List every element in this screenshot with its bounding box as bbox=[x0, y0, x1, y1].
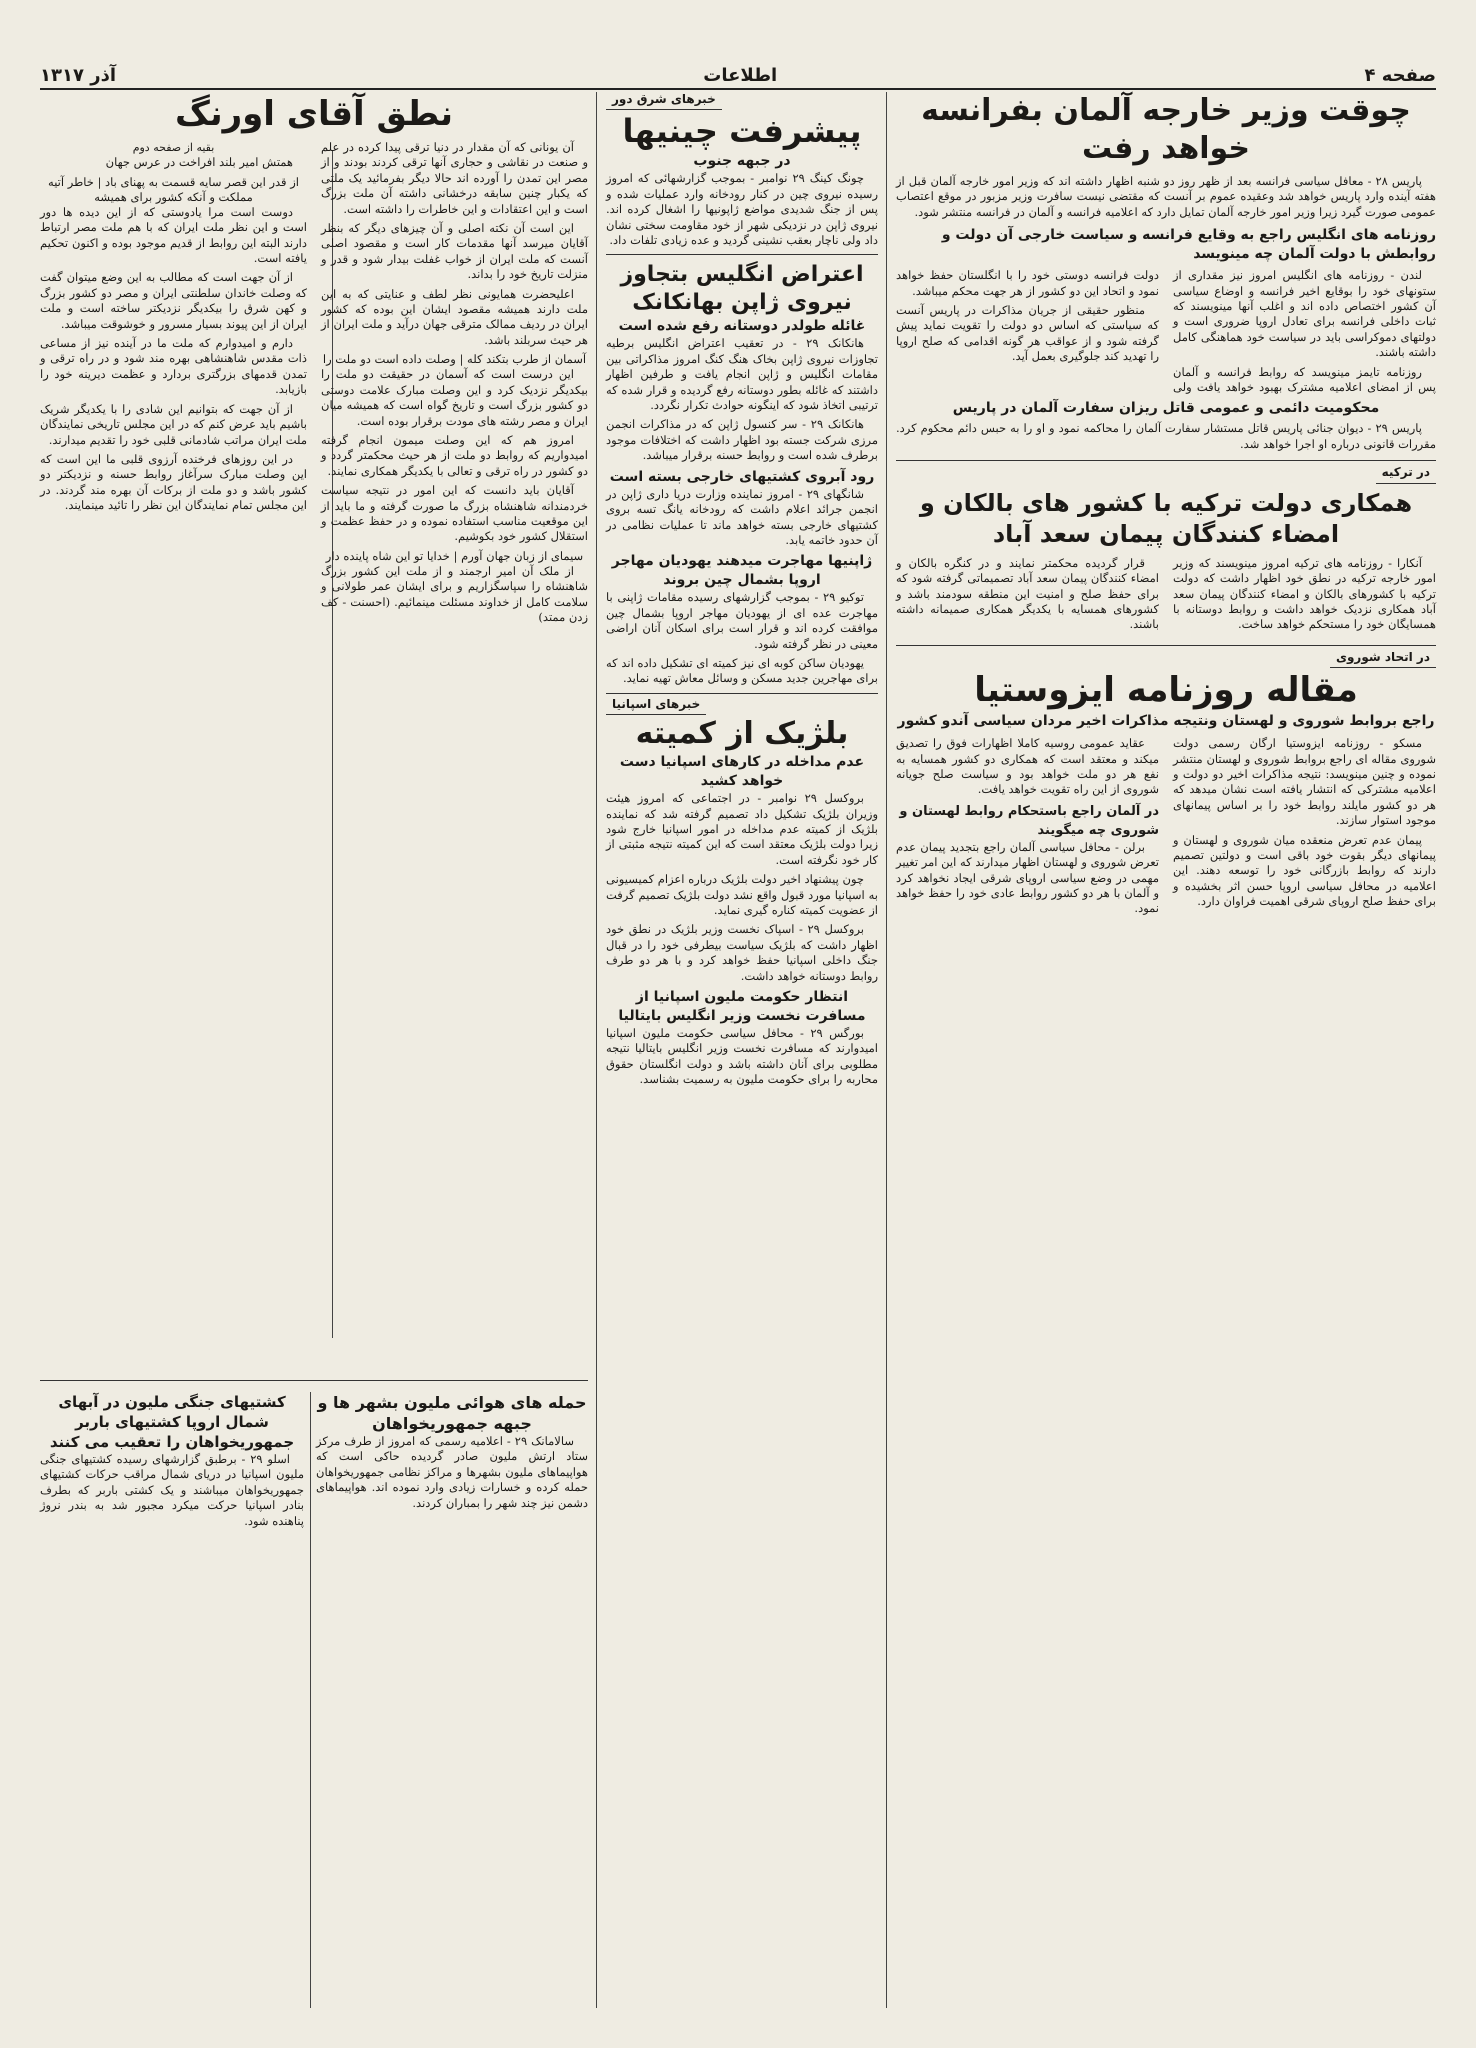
masthead bbox=[40, 62, 1436, 90]
article-paragraph: عقاید عمومی روسیه کاملا اظهارات فوق را تصدیق میکند و معتقد است که همکاری دو کشور همسایه به نفع هر دو ملت خواهد بود و سیاست صلح جویانه شوروی از این راه تقویت خواهد یافت. bbox=[896, 736, 1159, 797]
news-warships bbox=[40, 1392, 304, 1533]
article-paragraph: شانگهای ۲۹ - امروز نماینده وزارت دریا داری ژاپن در انجمن جرائد اعلام داشت که رودخانه یانگ تسه بروی کشتیهای خارجی بسته خواهد ماند تا عملیات نظامی در آن حدود خاتمه یابد. bbox=[606, 486, 878, 547]
subheadline-jewish-migrants: ژاپنیها مهاجرت میدهند یهودیان مهاجر اروپا بشمال چین بروند bbox=[611, 553, 873, 589]
article-paragraph: توکیو ۲۹ - بموجب گزارشهای رسیده مقامات ژاپنی با مهاجرت عده ای از یهودیان مهاجر اروپا بشمال چین موافقت کرده اند و قرار است برای اسکان آنان اراضی معینی در نظر گرفته شود. bbox=[606, 590, 878, 651]
speech-part-a bbox=[321, 140, 588, 629]
article-paragraph: یهودیان ساکن کوبه ای نیز کمیته ای تشکیل داده اند که برای مهاجرین جدید مسکن و وسائل معاش تهیه نماید. bbox=[606, 655, 878, 686]
article-paragraph: از آن جهت که بتوانیم این شادی را با یکدیگر شریک باشیم باید عرض کنم که در این مجلس تاریخی نمایندگان ملت ایران مراتب شادمانی قلبی خود را تقدیم میدارند. bbox=[40, 401, 307, 447]
poem-verse: سیمای از زبان جهان آورم | خدایا تو این شاه پاینده دار bbox=[325, 548, 584, 563]
continued-note: بقیه از صفحه دوم bbox=[132, 141, 215, 154]
article-paragraph: چون پیشنهاد اخیر دولت بلژیک درباره اعزام کمیسیونی به اسپانیا مورد قبول واقع نشد دولت بلژیک تصمیم گرفت از عضویت کمیته کناره گیری نماید. bbox=[606, 872, 878, 917]
article-paragraph: منظور حقیقی از جریان مذاکرات در پاریس آنست که سیاستی که اساس دو دولت را تقویت نماید پیش گرفته شود و از عواقب هر گونه اقدامی که صلح اروپا را تهدید کند جلوگیری بعمل آید. bbox=[896, 303, 1159, 364]
article-paragraph: این است آن نکته اصلی و آن چیزهای دیگر که بنظر آقایان میرسد آنها مقدمات کار است و مقصود اصلی آنست که ملت ایران از خواب غفلت بیدار شود و قدر و منزلت تاریخ خود را بداند. bbox=[321, 221, 588, 282]
subheadline-assassin-sentence: محکومیت دائمی و عمومی قاتل ریزان سفارت آلمان در پاریس bbox=[952, 400, 1380, 417]
column-divider bbox=[596, 92, 597, 2008]
page-number: صفحه ۴ bbox=[1364, 64, 1436, 86]
article-paragraph: بروکسل ۲۹ نوامبر - در اجتماعی که امروز هیئت وزیران بلژیک تشکیل داد تصمیم گرفته شد که نماینده بلژیک از کمیته عدم مداخله در امور اسپانیا خارج شود زیرا دولت بلژیک معتقد است که این کمیته نتیجه مثبتی از کار خود نگرفته است. bbox=[606, 791, 878, 867]
column-divider bbox=[886, 92, 887, 2008]
article-paragraph: هانکانک ۲۹ - در تعقیب اعتراض انگلیس برطیه تجاوزات نیروی ژاپن بخاک هنگ کنگ امروز مذاکراتی بین مقامات انگلیس و ژاپن انجام یافت و طرفین اظهار داشتند که غائله بطور دوستانه رفع گردیده و قرار شده که ترتیبی اتخاذ شود که اینگونه حوادث تکرار نگردد. bbox=[606, 336, 878, 413]
article-paragraph: پاریس ۲۹ - دیوان جنائی پاریس قاتل مستشار سفارت آلمان را محاکمه نمود و او را به حبس دائم محکوم کرد. مقررات قانونی درباره او اجرا خواهد شد. bbox=[896, 421, 1436, 451]
article-paragraph: آنکارا - روزنامه های ترکیه امروز مینویسند که وزیر امور خارجه ترکیه در نطق خود اظهار داشت که دولت ترکیه با کشورهای بالکان و امضاء کنندگان پیمان سعد آباد همکاری نزدیک خواهد داشت و روابط دوستانه با همسایگان خود را مستحکم خواهد ساخت. bbox=[1173, 555, 1436, 632]
article-paragraph: از آن جهت است که مطالب به این وضع میتوان گفت که وصلت خاندان سلطنتی ایران و مصر دو کشور بزرگ و کهن شرق را بیکدیگر نزدیکتر ساخته است و ملت ایران از این پیوند بسیار مسرور و خوشوقت میباشد. bbox=[40, 270, 307, 331]
article-paragraph: آن یونانی که آن مقدار در دنیا ترقی پیدا کرده در علم و صنعت در نقاشی و حجاری آنها ترقی کردند بودند و از مصر این تمدن را آورده اند حالا دیگر بفرمائید یک ملتی که یکبار چنین سابقه درخشانی داشته آن ملت بزرگ است و این اعتقادات و این خاطرات را داشته است. bbox=[321, 140, 588, 216]
article-paragraph: بروکسل ۲۹ - اسپاک نخست وزیر بلژیک در نطق خود اظهار داشت که بلژیک سیاست بیطرفی خود را در قبال جنگ داخلی اسپانیا حفظ خواهد کرد و با هر دو طرف روابط دوستانه خواهد داشت. bbox=[606, 922, 878, 983]
column-left bbox=[40, 92, 588, 1372]
subheadline-south-front: در جبهه جنوب bbox=[693, 153, 791, 170]
section-tag-spain: خبرهای اسپانیا bbox=[606, 697, 706, 715]
headline-germany-france: چوقت وزیر خارجه آلمان بفرانسه خواهد رفت bbox=[921, 93, 1411, 166]
subheadline-resolved: غائله طولدر دوستانه رفع شده است bbox=[618, 318, 866, 335]
headline-belgium-committee: بلژیک از کمیته bbox=[635, 716, 849, 752]
article-paragraph: مسکو - روزنامه ایزوستیا ارگان رسمی دولت شوروی مقاله ای راجع بروابط شوروی و لهستان منتشر نموده و چنین مینویسد: نتیجه مذاکرات اخیر دو دولت و اعلامیه مشترکی که انتشار یافته است نشان میدهد که هر دو کشور مایلند روابط خود را بر اساس پیمانهای موجود استوار سازند. bbox=[1173, 736, 1436, 828]
article-paragraph: قرار گردیده محکمتر نمایند و در کنگره بالکان و امضاء کنندگان پیمان سعد آباد تصمیماتی گرفته شود که برای حفظ صلح و امنیت این منطقه سودمند باشد و کشورهای همسایه با یکدیگر همکاری صمیمانه داشته باشند. bbox=[896, 555, 1159, 632]
article-paragraph: اعلیحضرت همایونی نظر لطف و عنایتی که به این ملت دارند همیشه مقصود ایشان این بوده که کشور ایران در ردیف ممالک مترقی جهان درآید و ملت ایران از هر حیث سربلند باشد. bbox=[321, 286, 588, 347]
article-paragraph: چونگ کینگ ۲۹ نوامبر - بموجب گزارشهائی که امروز رسیده نیروی چین در کنار رودخانه وارد عملیات شده و پس از جنگ شدیدی مواضع ژاپونیها را اشغال کرده اند. نیروی ژاپن در نزدیکی شهر از خود مقاومت سختی نشان داد ولی ناچار بعقب نشینی گردید و عده زیادی تلفات داد. bbox=[606, 171, 878, 248]
section-tag-soviet: در اتحاد شوروی bbox=[1330, 650, 1436, 668]
subheadline-non-intervention: عدم مداخله در کارهای اسپانیا دست خواهد کشید bbox=[619, 754, 865, 790]
article-paragraph: پیمان عدم تعرض منعقده میان شوروی و لهستان و پیمانهای دیگر بقوت خود باقی است و دولتین تصمیم دارند که روابط بازرگانی خود را توسعه دهند. این اعلامیه در محافل سیاسی اروپا حسن اثر بخشیده و برای حفظ صلح اروپای شرقی اهمیت فراوان دارد. bbox=[1173, 832, 1436, 909]
article-paragraph: دوست است مرا یادوستی که از این دیده ها دور است و این نظر ملت ایران که با هم ملت مصر ارتباط دارند البته این روابط از قدیم موجود بوده و اکنون تحکیم یافته است. bbox=[40, 204, 307, 266]
article-paragraph: لندن - روزنامه های انگلیس امروز نیز مقداری از ستونهای خود را بوقایع اخیر فرانسه و اوضاع سیاسی آن کشور اختصاص داده اند و اغلب آنها مینویسند که ثبات داخلی فرانسه برای تعادل اروپا ضروری است و دولتهای دموکراسی باید در سیاست خود هماهنگی کامل داشته باشند. bbox=[1173, 268, 1436, 360]
article-paragraph: اسلو ۲۹ - برطبق گزارشهای رسیده کشتیهای جنگی ملیون اسپانیا در دریای شمال مراقب حرکات کشتیهای جمهوریخواهان میباشند و یک کشتی باربر که بطرف بنادر اسپانیا حرکت میکرد مجبور شد به بندر نروژ پناهنده شود. bbox=[40, 1452, 304, 1528]
subheadline-nationalist-expectation: انتظار حکومت ملیون اسپانیا از مسافرت نخست وزیر انگلیس بایتالیا bbox=[618, 989, 866, 1025]
subheadline-english-press: روزنامه های انگلیس راجع به وقایع فرانسه و سیاست خارجی آن دولت و روابطش با دولت آلمان چه مینویسد bbox=[941, 227, 1436, 263]
article-paragraph: از ملک آن امیر ارجمند و از ملت این کشور بزرگ شاهنشاه را سپاسگزاریم و برای ایشان عمر طولانی و سلامت کامل از خداوند مسئلت مینمائیم. (احسنت - کف زدن ممتد) bbox=[321, 563, 588, 624]
headline-izvestia: مقاله روزنامه ایزوستیا bbox=[974, 670, 1358, 711]
subheadline-soviet-poland: راجع بروابط شوروی و لهستان ونتیجه مذاکرات اخیر مردان سیاسی آندو کشور bbox=[897, 713, 1435, 730]
news-air-raids bbox=[316, 1392, 588, 1515]
article-paragraph: سالامانک ۲۹ - اعلامیه رسمی که امروز از طرف مرکز ستاد ارتش ملیون صادر گردیده حاکی است که هواپیماهای ملیون بشهرها و مراکز نظامی جمهوریخواهان حمله کرده و خسارات زیادی وارد نموده اند. هواپیماهای دشمن نیز چند شهر را بمباران کردند. bbox=[316, 1434, 588, 1510]
article-paragraph: آقایان باید دانست که این امور در نتیجه سیاست خردمندانه شاهنشاه بزرگ ما صورت گرفته و ما باید از این موقعیت مناسب استفاده نموده و در حفظ عظمت و استقلال کشور خود بکوشیم. bbox=[321, 483, 588, 544]
column-middle bbox=[606, 92, 878, 1092]
article-paragraph: دارم و امیدوارم که ملت ما در آینده نیز از مساعی ذات مقدس شاهنشاهی بهره مند شود و در راه ترقی و تمدن قدمهای بزرگتری بردارد و عظمت دیرینه خود را بازیابد. bbox=[40, 336, 307, 397]
column-right bbox=[896, 92, 1436, 917]
poem-verse: آسمان از طرب بتکند کله | وصلت داده است دو ملت را bbox=[322, 352, 587, 367]
subheadline-river-closed: رود آبروی کشتیهای خارجی بسته است bbox=[609, 468, 875, 485]
headline-turkey-balkans: همکاری دولت ترکیه با کشور های بالکان و امضاء کنندگان پیمان سعد آباد bbox=[919, 488, 1413, 548]
issue-date: آذر ۱۳۱۷ bbox=[40, 64, 117, 86]
section-tag-far-east: خبرهای شرق دور bbox=[606, 92, 722, 110]
headline-warships: کشتیهای جنگی ملیون در آبهای شمال اروپا کشتیهای باربر جمهوریخواهان را تعقیب می کنند bbox=[49, 1393, 295, 1451]
article-paragraph: امروز هم که این وصلت میمون انجام گرفته امیدواریم که روابط دو ملت از هر حیث محکمتر گردد و دو کشور در راه ترقی و تعالی با یکدیگر همکاری نمایند. bbox=[321, 432, 588, 478]
article-paragraph: بورگس ۲۹ - محافل سیاسی حکومت ملیون اسپانیا امیدوارند که مسافرت نخست وزیر انگلیس بایتالیا نتیجه مطلوبی برای آنان داشته باشد و دولت انگلستان حقوق محاربه را برای حکومت ملیون به رسمیت بشناسد. bbox=[606, 1026, 878, 1087]
article-paragraph: پاریس ۲۸ - معافل سیاسی فرانسه بعد از ظهر روز دو شنبه اظهار داشته اند که وزیر امور خارجه آلمان قبل از هفته آینده وارد پاریس خواهد شد وعقیده عموم بر آنست که مقتضی نیست سافرت وزیر مزبور در موقع اعتصاب عمومی صورت گیرد زیرا وزیر امور خارجه آلمان تمایل دارد که اعلامیه فرانسه و آلمان در فرانسه منتشر شود. bbox=[896, 174, 1436, 219]
column-divider bbox=[310, 1392, 311, 2008]
speech-part-b bbox=[40, 140, 307, 629]
article-paragraph: در این روزهای فرخنده آرزوی قلبی ما این است که این وصلت مبارک سرآغاز روابط حسنه و نزدیکتر دو کشور باشد و دو ملت از برکات آن بهره مند گردند. در این مجلس تمام نمایندگان این نظر را تائید مینمایند. bbox=[40, 451, 307, 513]
headline-orang-speech: نطق آقای اورنگ bbox=[175, 94, 453, 134]
headline-british-protest: اعتراض انگلیس بتجاوز نیروی ژاپن بهانکانک bbox=[620, 262, 864, 316]
article-paragraph: این درست است که آسمان در حقیقت دو ملت را بیکدیگر نزدیک کرد و این وصلت مبارک علامت دوستی دو کشور بزرگ است و تاریخ گواه است که همیشه میان ایران و مصر رشته های مودت برقرار بوده است. bbox=[321, 367, 588, 428]
poem-verse: از قدر این قصر سایه قسمت به پهنای باد | خاطر آتیه مملکت و آنکه کشور برای همیشه bbox=[48, 174, 299, 204]
headline-air-raids: حمله های هوائی ملیون بشهر ها و جبهه جمهوریخواهان bbox=[317, 1393, 587, 1433]
subheadline-germany-view: در آلمان راجع باستحکام روابط لهستان و شوروی چه میگویند bbox=[899, 803, 1159, 838]
paper-name: اطلاعات bbox=[703, 64, 778, 86]
section-tag-turkey: در ترکیه bbox=[1376, 465, 1436, 483]
article-paragraph: همتش امیر بلند افراخت در عرس جهان bbox=[105, 155, 293, 170]
article-paragraph: برلن - محافل سیاسی آلمان راجع بتجدید پیمان عدم تعرض شوروی و لهستان اظهار میدارند که این امر تغییر مهمی در وضع سیاسی اروپای شرقی ایجاد نخواهد کرد و آلمان با هر دو کشور روابط عادی خود را حفظ خواهد نمود. bbox=[896, 839, 1159, 916]
article-paragraph: هانکانک ۲۹ - سر کنسول ژاپن که در مذاکرات انجمن مرزی شرکت جسته بود اظهار داشت که اختلافات موجود برطرف شده است و روابط حسنه برقرار میباشد. bbox=[606, 417, 878, 463]
headline-chinese-advance: پیشرفت چینیها bbox=[622, 112, 862, 151]
article-paragraph: روزنامه تایمز مینویسد که روابط فرانسه و آلمان پس از امضای اعلامیه مشترک بهبود خواهد یافت ولی دولت فرانسه دوستی خود را با انگلستان حفظ خواهد نمود و اتحاد این دو کشور از هر جهت محکم میباشد. bbox=[896, 268, 1436, 395]
